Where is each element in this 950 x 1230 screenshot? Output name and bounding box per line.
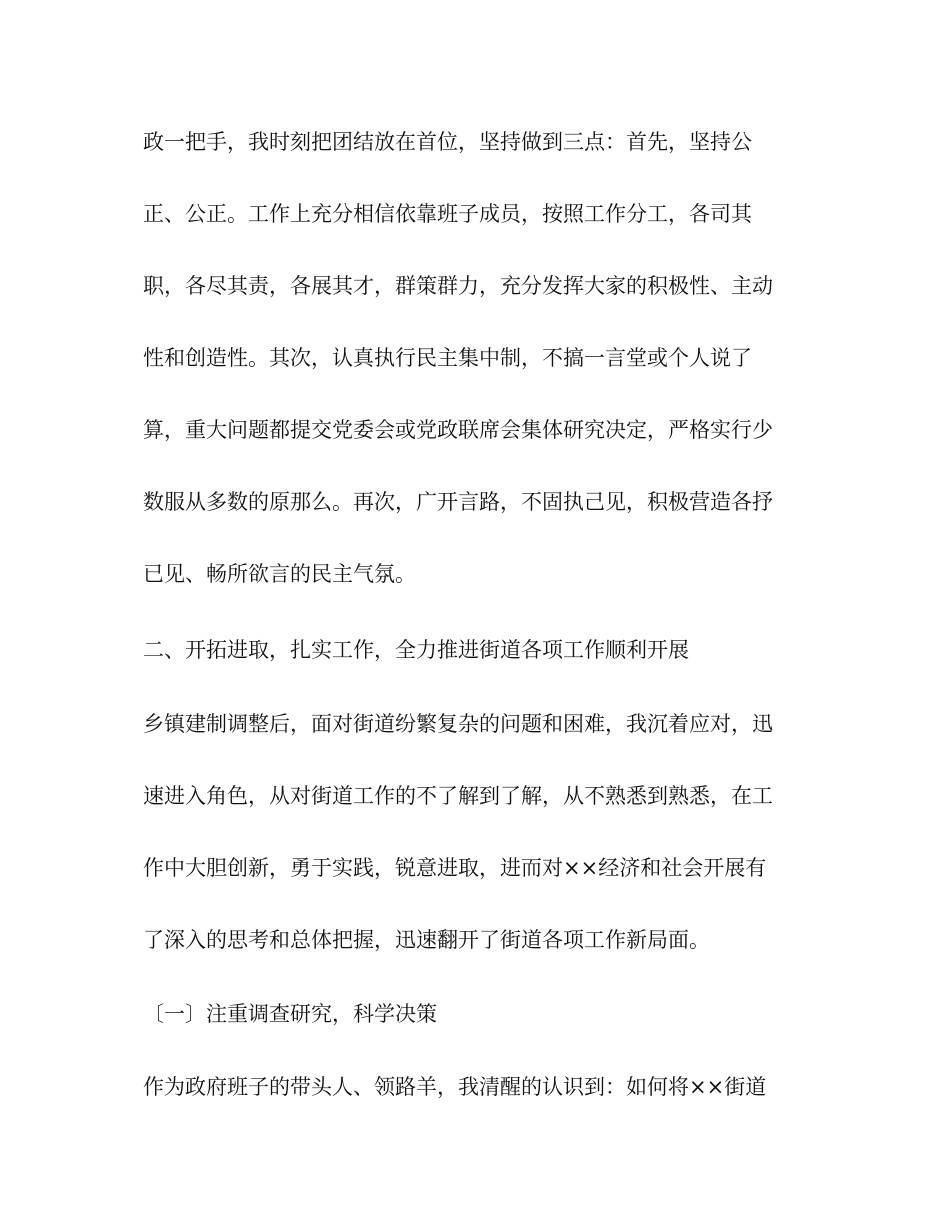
paragraph-line: 性和创造性。其次，认真执行民主集中制，不搞一言堂或个人说了 — [143, 346, 752, 370]
paragraph-line: 政一把手，我时刻把团结放在首位，坚持做到三点：首先，坚持公 — [143, 130, 752, 154]
paragraph-line: 乡镇建制调整后，面对街道纷繁复杂的问题和困难，我沉着应对，迅 — [143, 712, 773, 736]
section-heading: 二、开拓进取，扎实工作，全力推进街道各项工作顺利开展 — [143, 638, 689, 662]
paragraph-line: 数服从多数的原那么。再次，广开言路，不固执己见，积极营造各抒 — [143, 490, 773, 514]
paragraph-line: 已见、畅所欲言的民主气氛。 — [143, 562, 416, 586]
subsection-heading: 〔一〕注重调查研究，科学决策 — [143, 1002, 437, 1026]
paragraph-line: 作为政府班子的带头人、领路羊，我清醒的认识到：如何将××街道 — [143, 1075, 767, 1099]
paragraph-line: 了深入的思考和总体把握，迅速翻开了街道各项工作新局面。 — [143, 928, 710, 952]
paragraph-line: 作中大胆创新，勇于实践，锐意进取，进而对××经济和社会开展有 — [143, 856, 767, 880]
paragraph-line: 速进入角色，从对街道工作的不了解到了解，从不熟悉到熟悉，在工 — [143, 784, 773, 808]
paragraph-line: 算，重大问题都提交党委会或党政联席会集体研究决定，严格实行少 — [143, 418, 773, 442]
paragraph-line: 职，各尽其责，各展其才，群策群力，充分发挥大家的积极性、主动 — [143, 274, 773, 298]
paragraph-line: 正、公正。工作上充分相信依靠班子成员，按照工作分工，各司其 — [143, 202, 752, 226]
